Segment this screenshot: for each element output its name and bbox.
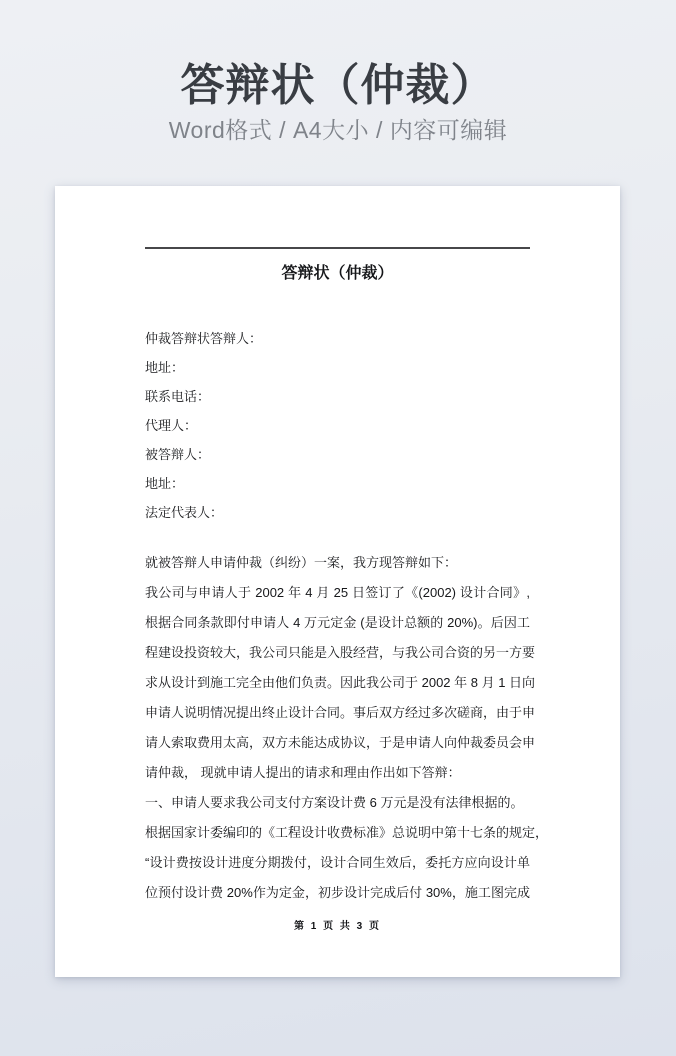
header-title: 答辩状（仲裁） — [180, 61, 496, 110]
field-line: 代理人： — [145, 418, 198, 433]
body-text-section — [145, 548, 549, 908]
document-title: 答辩状（仲裁） — [281, 265, 394, 282]
page-number-footer: 第 1 页 共 3 页 — [293, 921, 381, 932]
body-line: 就被答辩人申请仲裁（纠纷）一案，我方现答辩如下： — [145, 555, 458, 570]
field-line: 仲裁答辩状答辩人： — [145, 331, 263, 346]
field-line: 法定代表人： — [145, 505, 224, 520]
header-subtitle: Word格式 / A4大小 / 内容可编辑 — [168, 117, 508, 143]
body-line: 求从设计到施工完全由他们负责。因此我公司于 2002 年 8 月 1 日向 — [145, 675, 536, 690]
field-line: 被答辩人： — [145, 447, 211, 462]
body-line: 申请人说明情况提出终止设计合同。事后双方经过多次磋商，由于申 — [145, 705, 536, 720]
body-line: 一、申请人要求我公司支付方案设计费 6 万元是没有法律根据的。 — [145, 795, 524, 810]
body-line: 程建设投资较大，我公司只能是入股经营，与我公司合资的另一方要 — [145, 645, 536, 660]
body-line: “设计费按设计进度分期拨付，设计合同生效后，委托方应向设计单 — [145, 855, 530, 870]
title-divider-rule — [145, 247, 530, 249]
body-line: 根据合同条款即付申请人 4 万元定金 (是设计总额的 20%)。后因工 — [145, 615, 530, 630]
body-line: 根据国家计委编印的《工程设计收费标准》总说明中第十七条的规定， — [145, 825, 549, 840]
body-line: 请仲裁， 现就申请人提出的请求和理由作出如下答辩： — [145, 765, 461, 780]
field-line: 地址： — [145, 476, 185, 491]
document-paper — [55, 186, 620, 977]
header — [0, 0, 676, 144]
body-line: 请人索取费用太高，双方未能达成协议，于是申请人向仲裁委员会申 — [145, 735, 536, 750]
field-line: 联系电话： — [145, 389, 211, 404]
body-line: 位预付设计费 20%作为定金，初步设计完成后付 30%，施工图完成 — [145, 885, 530, 900]
body-line: 我公司与申请人于 2002 年 4 月 25 日签订了《(2002) 设计合同》, — [145, 585, 530, 600]
field-line: 地址： — [145, 360, 185, 375]
party-fields-section — [145, 324, 530, 527]
